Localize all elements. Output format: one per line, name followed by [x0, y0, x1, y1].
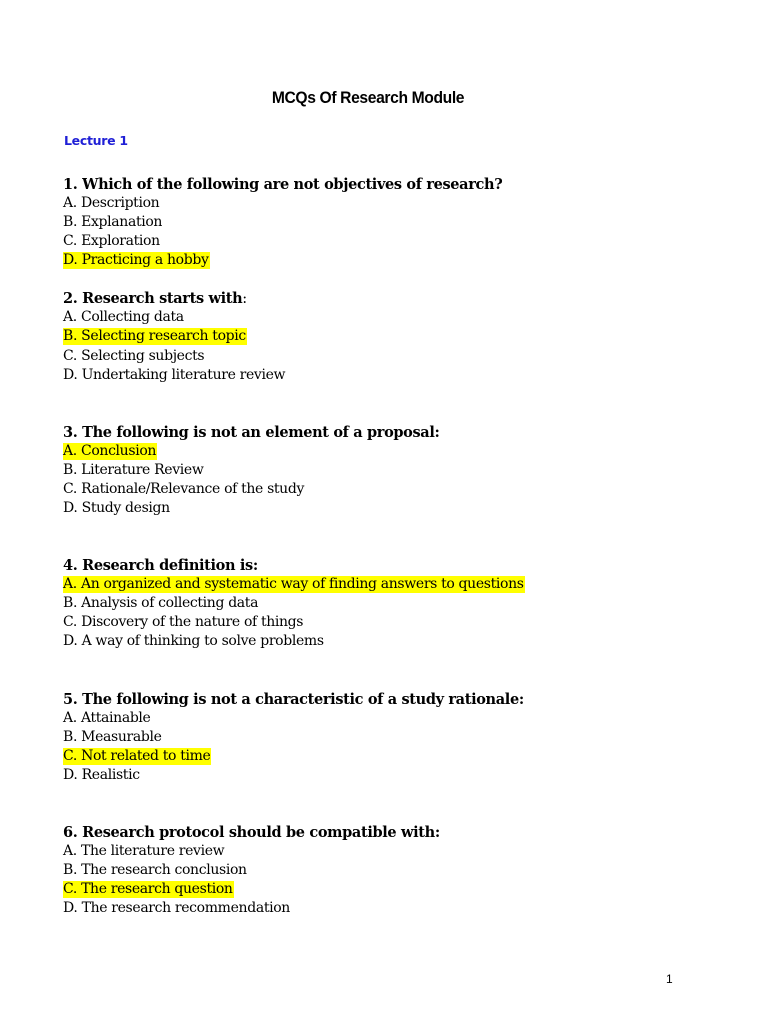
answer-option-b — [63, 728, 723, 747]
answer-option-a — [63, 842, 723, 861]
question-3 — [63, 423, 723, 518]
answer-option-d — [63, 366, 723, 385]
option-text: B. Analysis of collecting data — [63, 595, 259, 612]
option-text: C. Discovery of the nature of things — [63, 614, 304, 631]
option-text: A. An organized and systematic way of finding answers to questions — [63, 576, 524, 593]
option-text: B. Selecting research topic — [63, 328, 246, 345]
spacer — [63, 785, 723, 823]
answer-option-b — [63, 594, 723, 613]
option-text: A. Conclusion — [63, 442, 157, 459]
question-stem: 1. Which of the following are not objectives of research? — [63, 176, 503, 193]
question-stem: 5. The following is not a characteristic of a study rationale: — [63, 690, 524, 708]
answer-option-b — [63, 461, 723, 480]
option-text: B. Literature Review — [63, 461, 204, 478]
question-2 — [63, 289, 723, 384]
page-title: MCQs Of Research Module — [271, 88, 465, 107]
answer-option-b-highlighted — [63, 327, 723, 346]
answer-option-b — [63, 861, 723, 880]
option-text: B. Measurable — [63, 728, 162, 745]
question-list — [63, 175, 723, 918]
option-text: B. The research conclusion — [63, 861, 247, 878]
answer-option-a — [63, 194, 723, 213]
option-text: C. Rationale/Relevance of the study — [63, 480, 305, 497]
option-text: A. The literature review — [63, 842, 225, 859]
answer-option-d — [63, 899, 723, 918]
question-1 — [63, 175, 723, 270]
spacer — [63, 385, 723, 423]
option-text: D. Practicing a hobby — [63, 252, 209, 269]
question-stem: 4. Research definition is: — [63, 557, 258, 575]
answer-option-c — [63, 480, 723, 499]
question-6 — [63, 823, 723, 918]
option-text: A. Collecting data — [63, 309, 184, 326]
option-text: C. Exploration — [63, 233, 160, 250]
lecture-heading: Lecture 1 — [64, 133, 128, 148]
answer-option-a-highlighted — [63, 442, 723, 461]
answer-option-d — [63, 632, 723, 651]
option-text: D. Study design — [63, 500, 170, 517]
spacer — [63, 518, 723, 556]
answer-option-c — [63, 613, 723, 632]
option-text: D. The research recommendation — [63, 900, 290, 917]
option-text: B. Explanation — [63, 214, 163, 231]
answer-option-a — [63, 308, 723, 327]
option-text: D. Realistic — [63, 766, 140, 783]
question-5 — [63, 690, 723, 785]
spacer — [63, 652, 723, 690]
option-text: C. Selecting subjects — [63, 347, 205, 364]
answer-option-d-highlighted — [63, 251, 723, 270]
question-stem: 3. The following is not an element of a proposal: — [63, 423, 440, 441]
option-text: C. Not related to time — [63, 747, 211, 764]
question-stem-text: 2. Research starts with — [63, 290, 243, 308]
page-number: 1 — [666, 972, 673, 986]
option-text: A. Description — [63, 195, 160, 211]
answer-option-c-highlighted — [63, 880, 723, 899]
question-stem — [63, 289, 723, 308]
answer-option-c-highlighted — [63, 747, 723, 766]
question-4 — [63, 556, 723, 651]
answer-option-a — [63, 709, 723, 728]
question-stem: 6. Research protocol should be compatible with: — [63, 823, 440, 841]
answer-option-d — [63, 766, 723, 785]
option-text: D. A way of thinking to solve problems — [63, 633, 324, 650]
option-text: A. Attainable — [63, 709, 151, 726]
option-text: C. The research question — [63, 881, 233, 898]
spacer — [63, 270, 723, 289]
answer-option-a-highlighted — [63, 575, 723, 594]
answer-option-c — [63, 232, 723, 251]
answer-option-d — [63, 499, 723, 518]
answer-option-b — [63, 213, 723, 232]
answer-option-c — [63, 347, 723, 366]
option-text: D. Undertaking literature review — [63, 366, 286, 383]
question-stem-colon: : — [242, 291, 247, 308]
